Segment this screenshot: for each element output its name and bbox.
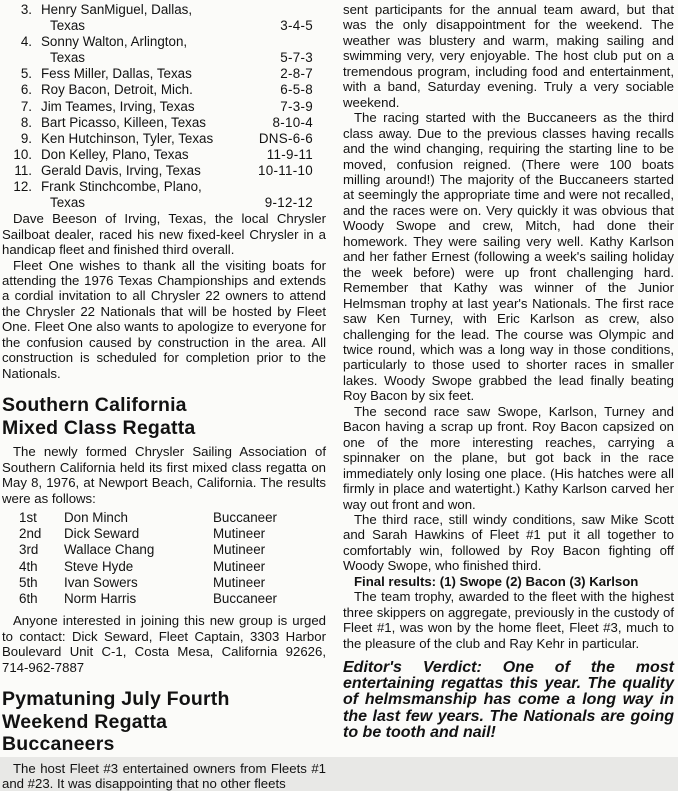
result-boat: Mutineer [213, 526, 266, 542]
standings-row [2, 66, 326, 82]
paragraph-racing: The racing started with the Buccaneers as the third class away. Due to the previous classes having recalls and the wind changing, requiring the starting line to be moved, confusion reigned. (There were 100 boats milling around!) The majority of the Buccaneers started at seemingly the appropriate time and were not recalled, and the races were on. Very quickly it was obvious that Woody Swope and crew, Mitch, had done their homework. They were sailing very well. Kathy Karlson and her father Ernest (following a week's sailing holiday the week before) were up front challenging hard. Remember that Kathy was winner of the Junior Helmsman trophy at last year's Nationals. The first race saw Ken Turney, with Eric Karlson as crew, also challenging for the lead. The course was Olympic and twice round, which was a long way in those conditions, particularly to those used to shorter races in smaller lakes. Woody Swope grabbed the lead finally beating Roy Bacon by six feet. [343, 110, 674, 404]
paragraph-team-trophy: The team trophy, awarded to the fleet with the highest three skippers on aggregate, previously in the custody of Fleet #1, was won by the home fleet, Fleet #3, much to the pleasure of the club and Ray Kehr in particular. [343, 589, 674, 651]
results-row [2, 591, 326, 607]
standings-number: 10. [13, 146, 32, 162]
results-row [2, 526, 326, 542]
standings-score: 10-11-10 [257, 162, 313, 178]
standings-number: 12. [13, 179, 32, 195]
result-rank: 1st [19, 510, 37, 526]
editors-verdict: Editor's Verdict: One of the most entertaining regattas this year. The quality of helmsmanship has come a long way in the last few years. The Nationals are going to be tooth and nail! [343, 659, 674, 741]
result-boat: Mutineer [213, 542, 266, 558]
standings-score: 7-3-9 [280, 98, 313, 114]
heading-line: Weekend Regatta [2, 710, 168, 733]
result-rank: 5th [19, 574, 38, 590]
result-name: Norm Harris [64, 591, 137, 607]
paragraph-host-fleet: The host Fleet #3 entertained owners from Fleets #1 and #23. It was disappointing that no other fleets [2, 760, 326, 791]
result-boat: Mutineer [213, 558, 266, 574]
standings-number: 8. [20, 114, 32, 130]
result-rank: 2nd [19, 526, 42, 542]
paragraph-continuation: sent participants for the annual team award, but that was the only disappointment for the weekend. The weather was blustery and warm, making sailing and swimming very, very enjoyable. The host club put on a tremendous program, including food and entertainment, with a band, Saturday evening. Truly a very sociable weekend. [343, 2, 674, 110]
standings-number: 11. [14, 162, 32, 178]
result-boat: Buccaneer [213, 510, 278, 526]
standings-number: 6. [20, 82, 32, 98]
result-name: Ivan Sowers [64, 574, 138, 590]
left-column [2, 2, 326, 791]
standings-score: 5-7-3 [280, 50, 313, 66]
right-column [343, 2, 674, 757]
standings-name: Roy Bacon, Detroit, Mich. [41, 82, 193, 98]
final-results-line: Final results: (1) Swope (2) Bacon (3) Karlson [354, 573, 639, 589]
result-rank: 4th [19, 558, 38, 574]
standings-name: Jim Teames, Irving, Texas [41, 98, 195, 114]
paragraph-fleet-one: Fleet One wishes to thank all the visiting boats for attending the 1976 Texas Championships and extends a cordial invitation to all Chrysler 22 owners to attend the Chrysler 22 Nationals that will be hosted by Fleet One. Fleet One also wants to apologize to everyone for the confusion caused by construction in the area. All construction is scheduled for completion prior to the Nationals. [2, 257, 326, 381]
results-row [2, 559, 326, 575]
paragraph-contact: Anyone interested in joining this new group is urged to contact: Dick Seward, Fleet Captain, 3303 Harbor Boulevard Unit C-1, Costa Mesa, California 92626, 714-962-7887 [2, 613, 326, 675]
standings-score: 2-8-7 [280, 66, 313, 82]
paragraph-beeson: Dave Beeson of Irving, Texas, the local Chrysler Sailboat dealer, raced his new fixed-keel Chrysler in a handicap fleet and finished third overall. [2, 211, 326, 258]
standings-number: 5. [20, 66, 32, 82]
result-name: Dick Seward [64, 526, 140, 542]
standings-row [2, 82, 326, 98]
standings-name-wrap: Texas [50, 195, 85, 211]
standings-name-wrap: Texas [50, 18, 85, 34]
heading-line: Buccaneers [2, 733, 115, 756]
standings-name: Gerald Davis, Irving, Texas [41, 162, 201, 178]
standings-row [2, 131, 326, 147]
standings-score: 11-9-11 [266, 146, 313, 162]
standings-row [2, 179, 326, 211]
standings-row [2, 2, 326, 34]
standings-number: 4. [20, 34, 32, 50]
results-row [2, 510, 326, 526]
heading-southern-california [2, 394, 326, 439]
standings-name: Henry SanMiguel, Dallas, [41, 2, 193, 17]
standings-row [2, 99, 326, 115]
standings-row [2, 115, 326, 131]
paragraph-socal-intro: The newly formed Chrysler Sailing Association of Southern California held its first mixed class regatta on May 8, 1976, at Newport Beach, California. The results were as follows: [2, 444, 326, 506]
standings-name-wrap: Texas [50, 50, 85, 66]
result-rank: 3rd [19, 542, 39, 558]
standings-score: 6-5-8 [280, 82, 313, 98]
standings-number: 7. [20, 98, 32, 114]
paragraph-third-race: The third race, still windy conditions, saw Mike Scott and Sarah Hawkins of Fleet #1 put it all together to comfortably win, followed by Roy Bacon fighting off Woody Swope, who finished third. [343, 511, 674, 574]
championship-standings-list [2, 2, 326, 211]
standings-name: Don Kelley, Plano, Texas [41, 146, 189, 162]
standings-name: Frank Stinchcombe, Plano, [41, 179, 202, 195]
result-name: Don Minch [64, 510, 129, 526]
result-rank: 6th [19, 591, 38, 607]
standings-number: 9. [20, 130, 32, 146]
standings-score: 3-4-5 [280, 18, 313, 34]
standings-row [2, 34, 326, 66]
standings-score: DNS-6-6 [258, 130, 313, 146]
standings-row [2, 163, 326, 179]
paragraph-second-race: The second race saw Swope, Karlson, Turney and Bacon having a scrap up front. Roy Bacon capsized on one of the more interesting reaches, carrying a spinnaker on the plane, but got back in the race immediately only losing one place. (His hatches were all firmly in place and watertight.) Kathy Karlson carved her way out front and won. [343, 403, 674, 512]
heading-line: Pymatuning July Fourth [2, 688, 230, 711]
result-boat: Mutineer [213, 574, 266, 590]
standings-name: Fess Miller, Dallas, Texas [41, 66, 192, 82]
results-row [2, 542, 326, 558]
heading-line: Mixed Class Regatta [2, 416, 196, 439]
standings-name: Sonny Walton, Arlington, [41, 34, 188, 50]
standings-number: 3. [20, 2, 32, 17]
standings-score: 9-12-12 [264, 195, 313, 211]
standings-name: Ken Hutchinson, Tyler, Texas [41, 130, 214, 146]
heading-line: Southern California [2, 394, 187, 417]
standings-name: Bart Picasso, Killeen, Texas [41, 114, 206, 130]
regatta-results-table [2, 510, 326, 607]
heading-pymatuning [2, 688, 326, 756]
result-boat: Buccaneer [213, 591, 278, 607]
result-name: Wallace Chang [64, 542, 155, 558]
results-row [2, 575, 326, 591]
standings-score: 8-10-4 [272, 114, 313, 130]
result-name: Steve Hyde [64, 558, 134, 574]
standings-row [2, 147, 326, 163]
